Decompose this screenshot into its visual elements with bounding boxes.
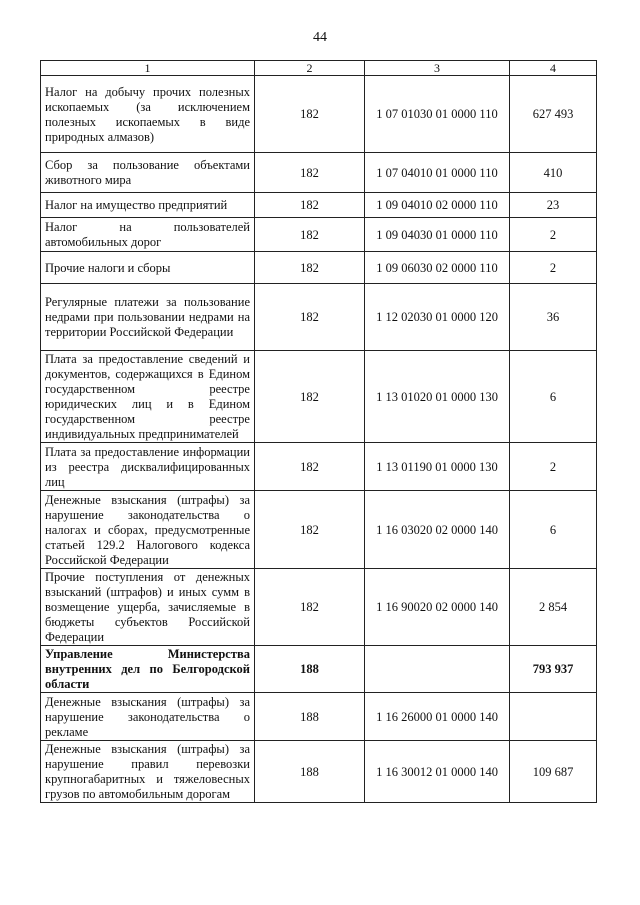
- row-name-cell: Плата за предоставление сведений и документов, содержащихся в Едином государственном реестре юридических лиц и в Едином государственном реестре индивидуальных предпринимателей: [41, 351, 255, 443]
- row-amount-cell: 2 854: [510, 569, 597, 646]
- column-header: 3: [365, 61, 510, 76]
- row-amount-cell: 6: [510, 351, 597, 443]
- row-amount-cell: 410: [510, 153, 597, 193]
- table-row: [41, 569, 597, 646]
- row-admin-code-cell: 182: [255, 351, 365, 443]
- row-classification-code-cell: 1 13 01020 01 0000 130: [365, 351, 510, 443]
- table-row: [41, 741, 597, 803]
- row-amount-cell: 2: [510, 218, 597, 252]
- table-row: [41, 252, 597, 284]
- row-classification-code-cell: 1 13 01190 01 0000 130: [365, 443, 510, 491]
- row-classification-code-cell: 1 16 30012 01 0000 140: [365, 741, 510, 803]
- table-row: [41, 491, 597, 569]
- row-admin-code-cell: 188: [255, 646, 365, 693]
- row-name-cell: Денежные взыскания (штрафы) за нарушение законодательства о налогах и сборах, предусмотренные статьей 129.2 Налогового кодекса Российской Федерации: [41, 491, 255, 569]
- row-classification-code-cell: 1 09 04030 01 0000 110: [365, 218, 510, 252]
- row-admin-code-cell: 182: [255, 252, 365, 284]
- row-classification-code-cell: 1 16 90020 02 0000 140: [365, 569, 510, 646]
- row-admin-code-cell: 182: [255, 569, 365, 646]
- table-row: [41, 284, 597, 351]
- row-classification-code-cell: 1 07 01030 01 0000 110: [365, 76, 510, 153]
- column-header: 2: [255, 61, 365, 76]
- table-row: [41, 351, 597, 443]
- row-admin-code-cell: 182: [255, 284, 365, 351]
- row-admin-code-cell: 182: [255, 153, 365, 193]
- row-amount-cell: 793 937: [510, 646, 597, 693]
- row-classification-code-cell: 1 12 02030 01 0000 120: [365, 284, 510, 351]
- table-row: [41, 646, 597, 693]
- row-classification-code-cell: [365, 646, 510, 693]
- row-admin-code-cell: 182: [255, 76, 365, 153]
- row-admin-code-cell: 182: [255, 193, 365, 218]
- row-name-cell: Прочие налоги и сборы: [41, 252, 255, 284]
- row-name-cell: Управление Министерства внутренних дел по Белгородской области: [41, 646, 255, 693]
- row-name-cell: Налог на добычу прочих полезных ископаемых (за исключением полезных ископаемых в виде природных алмазов): [41, 76, 255, 153]
- row-amount-cell: 36: [510, 284, 597, 351]
- row-amount-cell: [510, 693, 597, 741]
- row-classification-code-cell: 1 16 26000 01 0000 140: [365, 693, 510, 741]
- row-amount-cell: 2: [510, 252, 597, 284]
- row-name-cell: Налог на пользователей автомобильных дорог: [41, 218, 255, 252]
- row-admin-code-cell: 182: [255, 218, 365, 252]
- table-row: [41, 153, 597, 193]
- column-header: 4: [510, 61, 597, 76]
- row-name-cell: Плата за предоставление информации из реестра дисквалифицированных лиц: [41, 443, 255, 491]
- row-admin-code-cell: 188: [255, 693, 365, 741]
- table-row: [41, 193, 597, 218]
- row-amount-cell: 23: [510, 193, 597, 218]
- table-row: [41, 76, 597, 153]
- row-classification-code-cell: 1 09 04010 02 0000 110: [365, 193, 510, 218]
- page-number: 44: [313, 30, 327, 45]
- row-amount-cell: 109 687: [510, 741, 597, 803]
- row-name-cell: Денежные взыскания (штрафы) за нарушение правил перевозки крупногабаритных и тяжеловесных грузов по автомобильным дорогам: [41, 741, 255, 803]
- row-admin-code-cell: 182: [255, 443, 365, 491]
- row-name-cell: Регулярные платежи за пользование недрами при пользовании недрами на территории Российской Федерации: [41, 284, 255, 351]
- row-admin-code-cell: 182: [255, 491, 365, 569]
- row-classification-code-cell: 1 07 04010 01 0000 110: [365, 153, 510, 193]
- row-name-cell: Прочие поступления от денежных взысканий (штрафов) и иных сумм в возмещение ущерба, зачисляемые в бюджеты субъектов Российской Федерации: [41, 569, 255, 646]
- row-name-cell: Сбор за пользование объектами животного мира: [41, 153, 255, 193]
- row-amount-cell: 2: [510, 443, 597, 491]
- row-name-cell: Денежные взыскания (штрафы) за нарушение законодательства о рекламе: [41, 693, 255, 741]
- table-row: [41, 218, 597, 252]
- table-row: [41, 693, 597, 741]
- row-name-cell: Налог на имущество предприятий: [41, 193, 255, 218]
- row-admin-code-cell: 188: [255, 741, 365, 803]
- table-row: [41, 443, 597, 491]
- table-header-row: [41, 61, 597, 76]
- row-amount-cell: 627 493: [510, 76, 597, 153]
- row-classification-code-cell: 1 16 03020 02 0000 140: [365, 491, 510, 569]
- revenue-table: [40, 60, 597, 803]
- row-classification-code-cell: 1 09 06030 02 0000 110: [365, 252, 510, 284]
- column-header: 1: [41, 61, 255, 76]
- row-amount-cell: 6: [510, 491, 597, 569]
